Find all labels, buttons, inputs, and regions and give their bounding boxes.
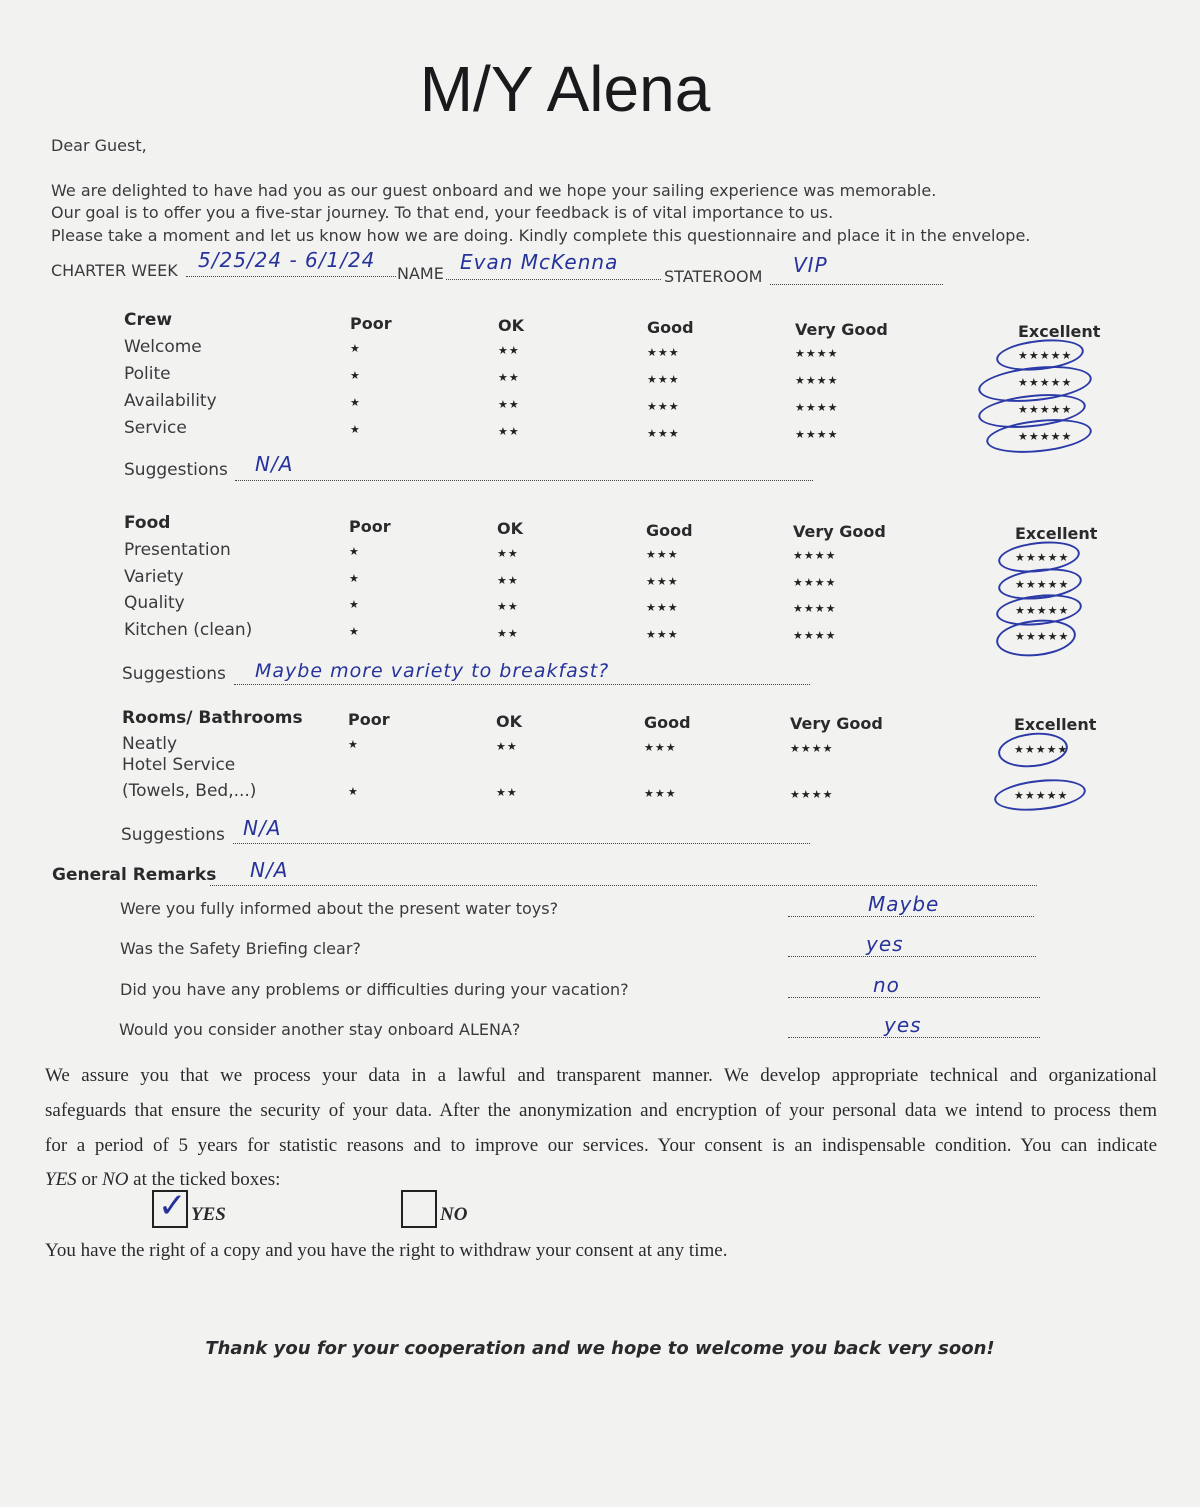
rating-very-good[interactable]: ★★★★ (795, 374, 839, 387)
column-very-good: Very Good (793, 522, 886, 541)
rating-good[interactable]: ★★★ (647, 373, 680, 386)
suggestions-line-rooms (233, 825, 810, 844)
consent-no-label: NO (440, 1204, 468, 1225)
question-another-stay: Would you consider another stay onboard ALENA? (119, 1020, 521, 1039)
rating-good[interactable]: ★★★ (644, 741, 677, 754)
general-remarks-field[interactable]: N/A (250, 858, 289, 882)
column-good: Good (644, 713, 691, 732)
rating-ok[interactable]: ★★ (498, 398, 520, 411)
suggestions-label-crew: Suggestions (124, 460, 228, 480)
selected-circle-neatly (996, 729, 1069, 770)
answer-safety-briefing[interactable]: yes (866, 932, 904, 956)
rating-poor[interactable]: ★ (350, 396, 361, 409)
column-excellent: Excellent (1015, 524, 1098, 543)
name-label: NAME (397, 264, 444, 283)
rating-good[interactable]: ★★★ (646, 548, 679, 561)
column-good: Good (646, 521, 693, 540)
rating-very-good[interactable]: ★★★★ (793, 602, 837, 615)
rating-excellent[interactable]: ★★★★★ (1014, 789, 1069, 802)
row-label-hotel-service: Hotel Service (122, 755, 236, 775)
rating-excellent[interactable]: ★★★★★ (1015, 578, 1070, 591)
section-title-rooms: Rooms/ Bathrooms (122, 708, 303, 728)
suggestions-field-rooms[interactable]: N/A (243, 816, 282, 840)
question-water-toys: Were you fully informed about the present water toys? (120, 899, 559, 918)
privacy-or-word: or (81, 1169, 98, 1190)
charter-week-label: CHARTER WEEK (51, 261, 178, 280)
rating-excellent[interactable]: ★★★★★ (1018, 430, 1073, 443)
rating-poor[interactable]: ★ (349, 598, 360, 611)
general-remarks-line (210, 867, 1037, 886)
rating-poor[interactable]: ★ (350, 423, 361, 436)
consent-yes-label: YES (191, 1204, 226, 1225)
rating-ok[interactable]: ★★ (496, 740, 518, 753)
row-label-kitchen: Kitchen (clean) (124, 620, 253, 640)
row-label-polite: Polite (124, 364, 171, 384)
column-ok: OK (497, 519, 523, 538)
row-label-variety: Variety (124, 567, 184, 587)
selected-circle-hotel-service (993, 775, 1088, 814)
document-title: M/Y Alena (419, 53, 711, 125)
intro-line-1: We are delighted to have had you as our guest onboard and we hope your sailing experience was memorable. (51, 181, 937, 200)
privacy-line-3: for a period of 5 years for statistic reasons and to improve our services. Your consent is an indispensable condition. You can indicate (45, 1135, 1157, 1156)
rating-very-good[interactable]: ★★★★ (795, 428, 839, 441)
rating-good[interactable]: ★★★ (644, 787, 677, 800)
question-safety-briefing: Was the Safety Briefing clear? (120, 939, 361, 958)
suggestions-label-food: Suggestions (122, 664, 226, 684)
rating-excellent[interactable]: ★★★★★ (1015, 604, 1070, 617)
answer-line-problems (788, 979, 1040, 998)
rating-very-good[interactable]: ★★★★ (793, 629, 837, 642)
row-label-availability: Availability (124, 391, 217, 411)
suggestions-line-crew (235, 462, 813, 481)
answer-problems[interactable]: no (873, 973, 900, 997)
column-poor: Poor (350, 314, 392, 333)
rating-poor[interactable]: ★ (350, 369, 361, 382)
rating-excellent[interactable]: ★★★★★ (1014, 743, 1069, 756)
rating-very-good[interactable]: ★★★★ (790, 788, 834, 801)
suggestions-field-food[interactable]: Maybe more variety to breakfast? (255, 660, 610, 682)
rating-ok[interactable]: ★★ (497, 547, 519, 560)
intro-line-2: Our goal is to offer you a five-star journey. To that end, your feedback is of vital importance to us. (51, 203, 834, 222)
stateroom-field[interactable]: VIP (793, 253, 828, 277)
rating-excellent[interactable]: ★★★★★ (1018, 376, 1073, 389)
greeting: Dear Guest, (51, 136, 147, 155)
rating-poor[interactable]: ★ (348, 785, 359, 798)
column-poor: Poor (349, 517, 391, 536)
rating-excellent[interactable]: ★★★★★ (1018, 349, 1073, 362)
suggestions-field-crew[interactable]: N/A (255, 452, 294, 476)
row-label-presentation: Presentation (124, 540, 231, 560)
privacy-line-2: safeguards that ensure the security of your data. After the anonymization and encryption of your personal data we intend to process them (45, 1100, 1157, 1121)
column-ok: OK (498, 316, 524, 335)
privacy-rights: You have the right of a copy and you have the right to withdraw your consent at any time. (45, 1240, 728, 1261)
suggestions-label-rooms: Suggestions (121, 825, 225, 845)
general-remarks-label: General Remarks (52, 865, 217, 885)
column-excellent: Excellent (1018, 322, 1101, 341)
rating-good[interactable]: ★★★ (647, 427, 680, 440)
stateroom-label: STATEROOM (664, 267, 763, 286)
privacy-yes-word: YES (45, 1169, 77, 1190)
thank-you-note: Thank you for your cooperation and we hope to welcome you back very soon! (205, 1338, 995, 1359)
row-label-welcome: Welcome (124, 337, 202, 357)
rating-ok[interactable]: ★★ (498, 425, 520, 438)
rating-ok[interactable]: ★★ (498, 344, 520, 357)
privacy-line-1: We assure you that we process your data in a lawful and transparent manner. We develop appropriate technical and organizational (45, 1065, 1157, 1086)
row-label-towels-bed: (Towels, Bed,...) (122, 781, 257, 801)
rating-ok[interactable]: ★★ (498, 371, 520, 384)
column-excellent: Excellent (1014, 715, 1097, 734)
rating-good[interactable]: ★★★ (646, 575, 679, 588)
rating-poor[interactable]: ★ (349, 545, 360, 558)
consent-yes-checkbox[interactable] (152, 1186, 188, 1228)
charter-week-field[interactable]: 5/25/24 - 6/1/24 (198, 248, 376, 272)
rating-poor[interactable]: ★ (349, 625, 360, 638)
rating-ok[interactable]: ★★ (497, 600, 519, 613)
name-field[interactable]: Evan McKenna (460, 250, 619, 274)
check-mark-icon: ✓ (158, 1186, 187, 1226)
rating-poor[interactable]: ★ (350, 342, 361, 355)
rating-good[interactable]: ★★★ (647, 346, 680, 359)
rating-very-good[interactable]: ★★★★ (790, 742, 834, 755)
privacy-rest: at the ticked boxes: (133, 1169, 281, 1190)
rating-very-good[interactable]: ★★★★ (793, 576, 837, 589)
answer-another-stay[interactable]: yes (884, 1013, 922, 1037)
rating-very-good[interactable]: ★★★★ (795, 401, 839, 414)
section-title-food: Food (124, 513, 171, 533)
rating-very-good[interactable]: ★★★★ (795, 347, 839, 360)
rating-good[interactable]: ★★★ (646, 628, 679, 641)
rating-poor[interactable]: ★ (348, 738, 359, 751)
rating-ok[interactable]: ★★ (497, 574, 519, 587)
row-label-service: Service (124, 418, 187, 438)
rating-good[interactable]: ★★★ (647, 400, 680, 413)
row-label-neatly: Neatly (122, 734, 178, 754)
question-problems: Did you have any problems or difficulties during your vacation? (120, 980, 629, 999)
column-good: Good (647, 318, 694, 337)
column-very-good: Very Good (795, 320, 888, 339)
rating-excellent[interactable]: ★★★★★ (1018, 403, 1073, 416)
rating-excellent[interactable]: ★★★★★ (1015, 551, 1070, 564)
answer-water-toys[interactable]: Maybe (868, 892, 940, 916)
rating-ok[interactable]: ★★ (497, 627, 519, 640)
column-ok: OK (496, 712, 522, 731)
column-very-good: Very Good (790, 714, 883, 733)
consent-no-checkbox[interactable] (401, 1190, 437, 1228)
row-label-quality: Quality (124, 593, 185, 613)
rating-good[interactable]: ★★★ (646, 601, 679, 614)
rating-very-good[interactable]: ★★★★ (793, 549, 837, 562)
section-title-crew: Crew (124, 310, 173, 330)
column-poor: Poor (348, 710, 390, 729)
rating-ok[interactable]: ★★ (496, 786, 518, 799)
rating-excellent[interactable]: ★★★★★ (1015, 630, 1070, 643)
privacy-no-word: NO (102, 1169, 129, 1190)
rating-poor[interactable]: ★ (349, 572, 360, 585)
answer-line-safety-briefing (788, 938, 1036, 957)
intro-line-3: Please take a moment and let us know how we are doing. Kindly complete this questionnaire and place it in the envelope. (51, 226, 1031, 245)
